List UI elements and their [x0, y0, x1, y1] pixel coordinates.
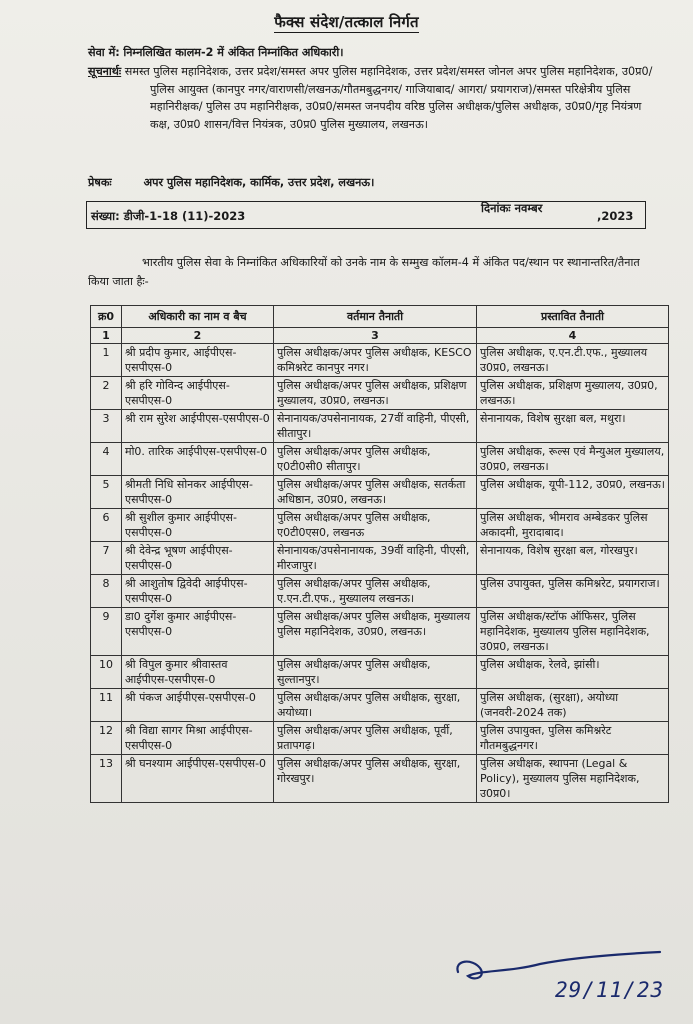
table-header-row: [91, 306, 669, 328]
proposed-posting-cell: पुलिस अधीक्षक, (सुरक्षा), अयोध्या (जनवरी-2024 तक): [477, 689, 669, 722]
current-posting-cell: पुलिस अधीक्षक/अपर पुलिस अधीक्षक, ए0टी0एस0, लखनऊ: [274, 509, 477, 542]
serial-cell: 13: [91, 755, 122, 803]
current-posting-cell: पुलिस अधीक्षक/अपर पुलिस अधीक्षक, ए0टी0सी0 सीतापुर।: [274, 443, 477, 476]
serial-cell: 11: [91, 689, 122, 722]
officer-name-cell: श्री विपुल कुमार श्रीवास्तव आईपीएस-एसपीएस-0: [122, 656, 274, 689]
serial-cell: 12: [91, 722, 122, 755]
information-text: समस्त पुलिस महानिदेशक, उत्तर प्रदेश/समस्त अपर पुलिस महानिदेशक, उत्तर प्रदेश/समस्त जोनल अपर पुलिस महानिदेशक, उ0प्र0/पुलिस आयुक्त (कानपुर नगर/वाराणसी/लखनऊ/गौतमबुद्धनगर/ गाजियाबाद/ आगरा/ प्रयागराज)/समस्त परिक्षेत्रीय पुलिस महानिरीक्षक/ पुलिस उप महानिरीक्षक, उ0प्र0/समस्त जनपदीय वरिष्ठ पुलिस अधीक्षक/पुलिस अधीक्षक, उ0प्र0/गृह नियंत्रण कक्ष, उ0प्र0 शासन/वित्त नियंत्रक, उ0प्र0 पुलिस मुख्यालय, लखनऊ।: [124, 65, 653, 131]
serial-cell: 4: [91, 443, 122, 476]
addressee-line: [88, 44, 343, 62]
column-number: 2: [122, 328, 274, 344]
officer-name-cell: श्री देवेन्द्र भूषण आईपीएस-एसपीएस-0: [122, 542, 274, 575]
table-row: [91, 344, 669, 377]
table-row: [91, 443, 669, 476]
current-posting-cell: पुलिस अधीक्षक/अपर पुलिस अधीक्षक, सतर्कता अधिष्ठान, उ0प्र0, लखनऊ।: [274, 476, 477, 509]
serial-cell: 6: [91, 509, 122, 542]
current-posting-cell: पुलिस अधीक्षक/अपर पुलिस अधीक्षक, प्रशिक्षण मुख्यालय, उ0प्र0, लखनऊ।: [274, 377, 477, 410]
handwritten-date: 29/11/23: [555, 978, 665, 1002]
current-posting-cell: पुलिस अधीक्षक/अपर पुलिस अधीक्षक, सुरक्षा, गोरखपुर।: [274, 755, 477, 803]
officer-name-cell: श्री प्रदीप कुमार, आईपीएस-एसपीएस-0: [122, 344, 274, 377]
proposed-posting-cell: पुलिस अधीक्षक, भीमराव अम्बेडकर पुलिस अकादमी, मुरादाबाद।: [477, 509, 669, 542]
officer-name-cell: श्री राम सुरेश आईपीएस-एसपीएस-0: [122, 410, 274, 443]
serial-cell: 10: [91, 656, 122, 689]
table-row: [91, 722, 669, 755]
serial-cell: 9: [91, 608, 122, 656]
proposed-posting-cell: पुलिस उपायुक्त, पुलिस कमिश्नरेट गौतमबुद्धनगर।: [477, 722, 669, 755]
proposed-posting-cell: पुलिस अधीक्षक, रूल्स एवं मैन्युअल मुख्यालय, उ0प्र0, लखनऊ।: [477, 443, 669, 476]
table-row: [91, 755, 669, 803]
transfer-table: [90, 305, 669, 803]
serial-cell: 7: [91, 542, 122, 575]
table-row: [91, 656, 669, 689]
officer-name-cell: श्रीमती निधि सोनकर आईपीएस-एसपीएस-0: [122, 476, 274, 509]
proposed-posting-cell: सेनानायक, विशेष सुरक्षा बल, गोरखपुर।: [477, 542, 669, 575]
document-title: फैक्स संदेश/तत्काल निर्गत: [274, 13, 419, 31]
proposed-posting-cell: पुलिस अधीक्षक, ए.एन.टी.एफ., मुख्यालय उ0प्र0, लखनऊ।: [477, 344, 669, 377]
reference-box: [86, 201, 646, 229]
date-label: दिनांकः नवम्बर: [481, 201, 543, 215]
table-row: [91, 689, 669, 722]
header-serial: क्र0: [91, 306, 122, 328]
addressee-label: सेवा में:: [88, 46, 120, 59]
column-number: 4: [477, 328, 669, 344]
proposed-posting-cell: पुलिस अधीक्षक, यूपी-112, उ0प्र0, लखनऊ।: [477, 476, 669, 509]
officer-name-cell: श्री हरि गोविन्द आईपीएस-एसपीएस-0: [122, 377, 274, 410]
table-row: [91, 608, 669, 656]
sender-line: [88, 174, 648, 192]
current-posting-cell: सेनानायक/उपसेनानायक, 39वीं वाहिनी, पीएसी, मीरजापुर।: [274, 542, 477, 575]
column-number: 3: [274, 328, 477, 344]
officer-name-cell: डा0 दुर्गेश कुमार आईपीएस-एसपीएस-0: [122, 608, 274, 656]
officer-name-cell: श्री घनश्याम आईपीएस-एसपीएस-0: [122, 755, 274, 803]
proposed-posting-cell: पुलिस अधीक्षक/स्टॉफ ऑफिसर, पुलिस महानिदेशक, मुख्यालय पुलिस महानिदेशक, उ0प्र0, लखनऊ।: [477, 608, 669, 656]
addressee-text: निम्नलिखित कालम-2 में अंकित निम्नांकित अधिकारी।: [123, 46, 344, 59]
header-current-posting: वर्तमान तैनाती: [274, 306, 477, 328]
proposed-posting-cell: सेनानायक, विशेष सुरक्षा बल, मथुरा।: [477, 410, 669, 443]
proposed-posting-cell: पुलिस अधीक्षक, स्थापना (Legal & Policy), मुख्यालय पुलिस महानिदेशक, उ0प्र0।: [477, 755, 669, 803]
table-row: [91, 377, 669, 410]
table-row: [91, 542, 669, 575]
table-row: [91, 575, 669, 608]
current-posting-cell: पुलिस अधीक्षक/अपर पुलिस अधीक्षक, सुरक्षा, अयोध्या।: [274, 689, 477, 722]
header-officer-name: अधिकारी का नाम व बैच: [122, 306, 274, 328]
sender-label: प्रेषकः: [88, 176, 112, 189]
serial-cell: 5: [91, 476, 122, 509]
table-row: [91, 476, 669, 509]
current-posting-cell: पुलिस अधीक्षक/अपर पुलिस अधीक्षक, सुल्तानपुर।: [274, 656, 477, 689]
officer-name-cell: मो0. तारिक आईपीएस-एसपीएस-0: [122, 443, 274, 476]
proposed-posting-cell: पुलिस उपायुक्त, पुलिस कमिश्नरेट, प्रयागराज।: [477, 575, 669, 608]
serial-cell: 2: [91, 377, 122, 410]
current-posting-cell: सेनानायक/उपसेनानायक, 27वीं वाहिनी, पीएसी, सीतापुर।: [274, 410, 477, 443]
date-year: ,2023: [597, 209, 634, 223]
serial-cell: 1: [91, 344, 122, 377]
table-row: [91, 410, 669, 443]
officer-name-cell: श्री पंकज आईपीएस-एसपीएस-0: [122, 689, 274, 722]
information-recipients: [88, 63, 658, 133]
serial-cell: 8: [91, 575, 122, 608]
reference-number: संख्या: डीजी-1-18 (11)-2023: [91, 209, 246, 223]
header-proposed-posting: प्रस्तावित तैनाती: [477, 306, 669, 328]
officer-name-cell: श्री विद्या सागर मिश्रा आईपीएस-एसपीएस-0: [122, 722, 274, 755]
current-posting-cell: पुलिस अधीक्षक/अपर पुलिस अधीक्षक, KESCO कमिश्नरेट कानपुर नगर।: [274, 344, 477, 377]
serial-cell: 3: [91, 410, 122, 443]
current-posting-cell: पुलिस अधीक्षक/अपर पुलिस अधीक्षक, मुख्यालय पुलिस महानिदेशक, उ0प्र0, लखनऊ।: [274, 608, 477, 656]
column-number-row: [91, 328, 669, 344]
sender-text: अपर पुलिस महानिदेशक, कार्मिक, उत्तर प्रदेश, लखनऊ।: [143, 176, 375, 189]
current-posting-cell: पुलिस अधीक्षक/अपर पुलिस अधीक्षक, पूर्वी, प्रतापगढ़।: [274, 722, 477, 755]
current-posting-cell: पुलिस अधीक्षक/अपर पुलिस अधीक्षक, ए.एन.टी.एफ., मुख्यालय लखनऊ।: [274, 575, 477, 608]
table-row: [91, 509, 669, 542]
proposed-posting-cell: पुलिस अधीक्षक, प्रशिक्षण मुख्यालय, उ0प्र0, लखनऊ।: [477, 377, 669, 410]
officer-name-cell: श्री सुशील कुमार आईपीएस-एसपीएस-0: [122, 509, 274, 542]
officer-name-cell: श्री आशुतोष द्विवेदी आईपीएस-एसपीएस-0: [122, 575, 274, 608]
information-label: सूचनार्थः: [88, 65, 122, 78]
transfer-intro-paragraph: भारतीय पुलिस सेवा के निम्नांकित अधिकारियों को उनके नाम के सम्मुख कॉलम-4 में अंकित पद/स्थान पर स्थानान्तरित/तैनात किया जाता हैः-: [88, 256, 640, 288]
column-number: 1: [91, 328, 122, 344]
proposed-posting-cell: पुलिस अधीक्षक, रेलवे, झांसी।: [477, 656, 669, 689]
